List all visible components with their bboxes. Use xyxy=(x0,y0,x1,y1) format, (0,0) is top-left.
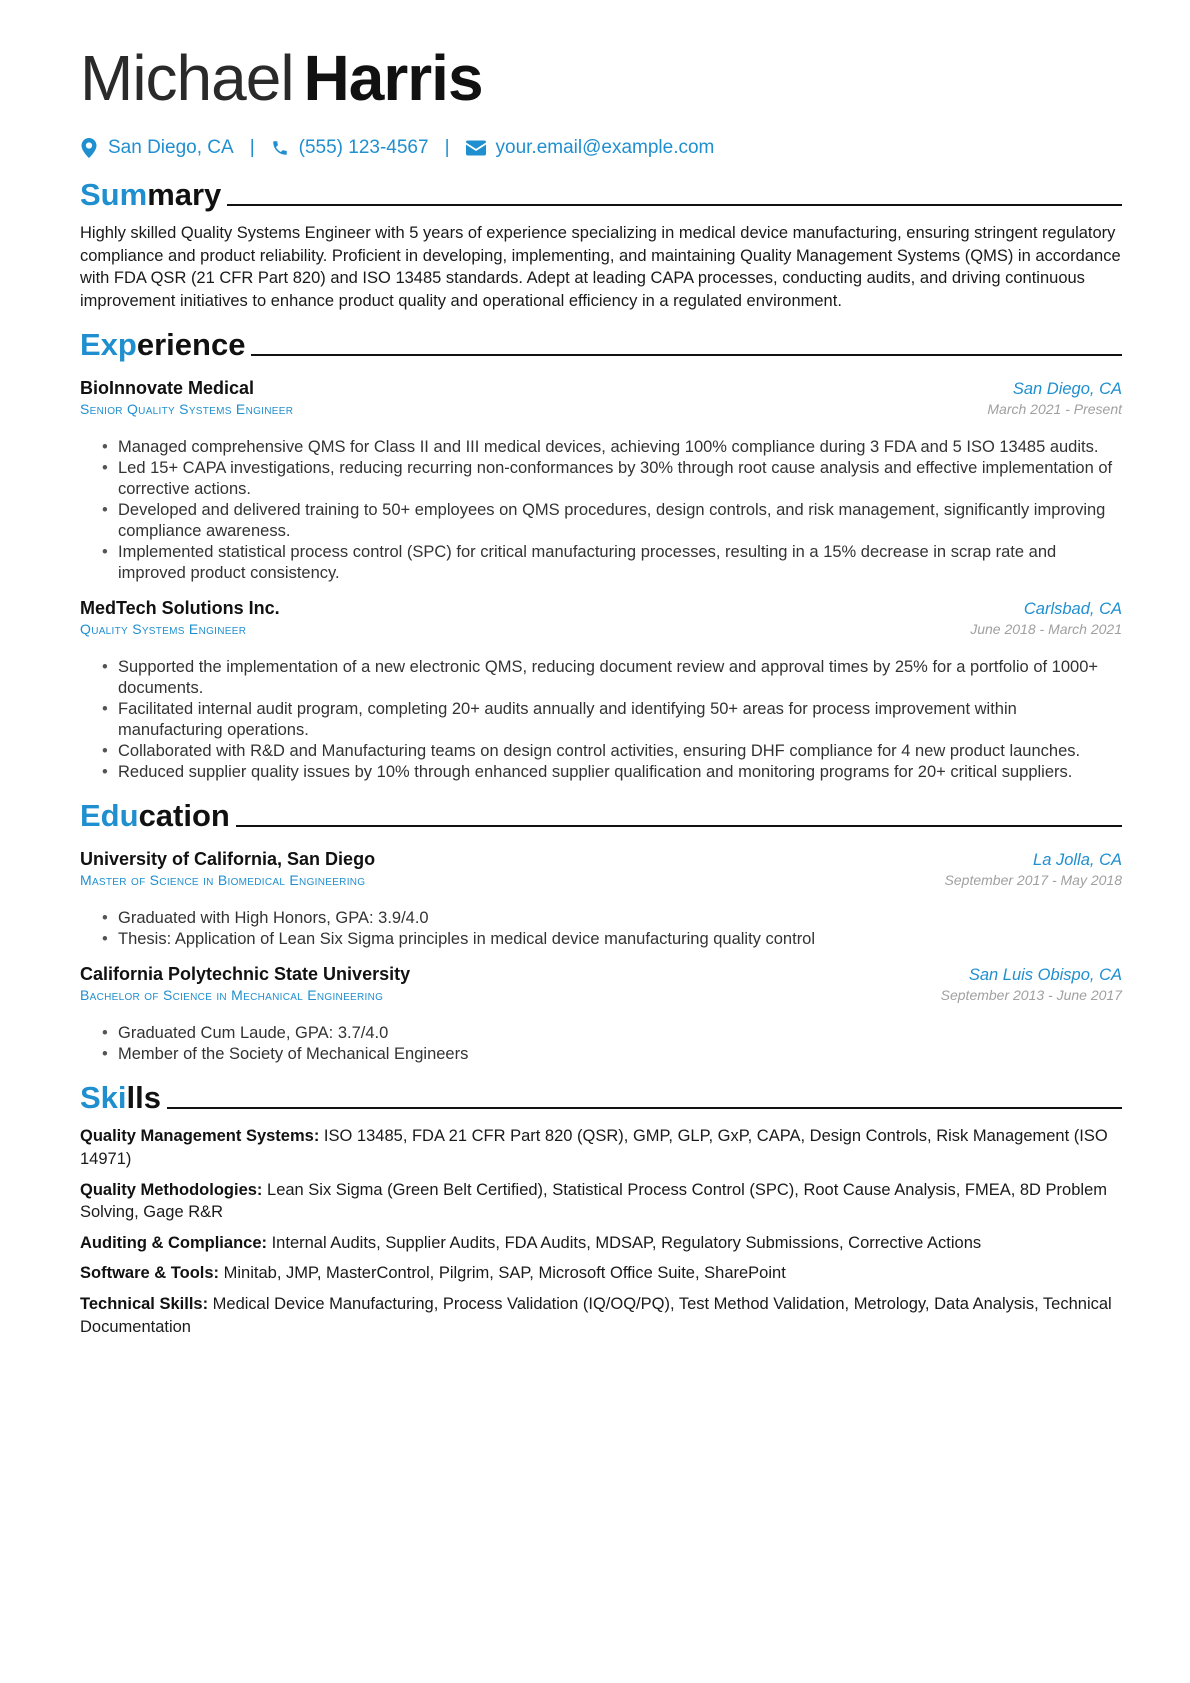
resume-page xyxy=(80,40,1122,1338)
bullet-item: • Member of the Society of Mechanical Engineers xyxy=(102,1044,1122,1065)
contact-location xyxy=(80,137,234,159)
section-title: Education xyxy=(80,798,230,834)
skill-row xyxy=(80,1232,1122,1255)
skill-label: Quality Management Systems: xyxy=(80,1127,320,1146)
bullet-item: • Supported the implementation of a new electronic QMS, reducing document review and approval times by 25% for a portfolio of 1000+ documents. xyxy=(102,657,1122,699)
section-rule xyxy=(236,825,1122,827)
job-location: Carlsbad, CA xyxy=(1023,600,1122,619)
skill-row xyxy=(80,1262,1122,1285)
section-title: Experience xyxy=(80,327,246,363)
job-title: Senior Quality Systems Engineer xyxy=(80,401,294,418)
location-text: San Diego, CA xyxy=(108,137,234,158)
summary-text: Highly skilled Quality Systems Engineer with 5 years of experience specializing in medical device manufacturing, ensuring stringent regulatory compliance and product reliability. Proficient in developing, implementing, and maintaining Quality Management Systems (QMS) in accordance with FDA QSR (21 CFR Part 820) and ISO 13485 standards. Adept at leading CAPA processes, conducting audits, and driving continuous improvement initiatives to enhance product quality and operational efficiency in a regulated environment. xyxy=(80,224,1121,310)
map-pin-icon xyxy=(80,138,98,158)
section-rule xyxy=(227,204,1122,206)
school-location: La Jolla, CA xyxy=(1033,851,1122,870)
job-bullets xyxy=(80,437,1122,584)
skill-label: Software & Tools: xyxy=(80,1264,220,1283)
school-name: University of California, San Diego xyxy=(80,849,376,870)
education-dates: September 2017 - May 2018 xyxy=(944,872,1122,889)
skill-row xyxy=(80,1125,1122,1170)
contact-separator: | xyxy=(444,137,450,158)
contact-line xyxy=(80,134,1122,162)
email-text[interactable]: your.email@example.com xyxy=(495,137,715,158)
bullet-item: • Led 15+ CAPA investigations, reducing recurring non-conformances by 30% through root cause analysis and effective implementation of corrective actions. xyxy=(102,458,1122,500)
first-name: Michael xyxy=(80,42,294,114)
company-name: MedTech Solutions Inc. xyxy=(80,598,280,619)
section-title: Summary xyxy=(80,177,222,212)
summary-heading xyxy=(80,176,1122,214)
skills-heading xyxy=(80,1079,1122,1117)
skill-label: Quality Methodologies: xyxy=(80,1180,263,1199)
job-location: San Diego, CA xyxy=(1012,380,1122,399)
job-dates: June 2018 - March 2021 xyxy=(970,621,1122,638)
job-title: Quality Systems Engineer xyxy=(80,621,247,638)
contact-email[interactable] xyxy=(466,137,715,159)
skill-value: Medical Device Manufacturing, Process Validation (IQ/OQ/PQ), Test Method Validation, Metrology, Data Analysis, Technical Documentation xyxy=(80,1294,1112,1336)
phone-text[interactable]: (555) 123-4567 xyxy=(298,137,429,158)
education-dates: September 2013 - June 2017 xyxy=(940,987,1122,1004)
bullet-item: • Graduated with High Honors, GPA: 3.9/4.0 xyxy=(102,908,1122,929)
degree-name: Master of Science in Biomedical Engineering xyxy=(80,872,366,889)
job-dates: March 2021 - Present xyxy=(987,401,1122,418)
envelope-icon xyxy=(466,140,486,156)
bullet-item: • Collaborated with R&D and Manufacturing teams on design control activities, ensuring DHF compliance for 4 new product launches. xyxy=(102,741,1122,762)
bullet-item: • Managed comprehensive QMS for Class II and III medical devices, achieving 100% compliance during 3 FDA and 5 ISO 13485 audits. xyxy=(102,437,1122,458)
skill-label: Technical Skills: xyxy=(80,1294,209,1313)
last-name: Harris xyxy=(303,42,483,114)
experience-heading xyxy=(80,326,1122,364)
skill-row xyxy=(80,1293,1122,1338)
bullet-item: • Implemented statistical process control (SPC) for critical manufacturing processes, resulting in a 15% decrease in scrap rate and improved product consistency. xyxy=(102,542,1122,584)
contact-separator: | xyxy=(249,137,255,158)
school-name: California Polytechnic State University xyxy=(80,964,411,985)
bullet-item: • Graduated Cum Laude, GPA: 3.7/4.0 xyxy=(102,1023,1122,1044)
job-bullets xyxy=(80,657,1122,783)
section-title: Skills xyxy=(80,1080,161,1116)
bullet-item: • Reduced supplier quality issues by 10% through enhanced supplier qualification and monitoring programs for 20+ critical suppliers. xyxy=(102,762,1122,783)
education-bullets xyxy=(80,908,1122,950)
skill-row xyxy=(80,1179,1122,1224)
candidate-name xyxy=(80,40,1122,116)
education-entry xyxy=(80,849,1122,950)
degree-name: Bachelor of Science in Mechanical Engineering xyxy=(80,987,384,1004)
job-entry xyxy=(80,378,1122,584)
contact-phone[interactable] xyxy=(271,137,429,159)
education-entry xyxy=(80,964,1122,1065)
skill-value: Lean Six Sigma (Green Belt Certified), Statistical Process Control (SPC), Root Cause Analysis, FMEA, 8D Problem Solving, Gage R&R xyxy=(80,1180,1107,1222)
bullet-item: • Developed and delivered training to 50+ employees on QMS procedures, design controls, and risk management, significantly improving compliance awareness. xyxy=(102,500,1122,542)
bullet-item: • Thesis: Application of Lean Six Sigma principles in medical device manufacturing quality control xyxy=(102,929,1122,950)
section-rule xyxy=(167,1107,1122,1109)
skill-value: Minitab, JMP, MasterControl, Pilgrim, SAP, Microsoft Office Suite, SharePoint xyxy=(223,1264,786,1283)
school-location: San Luis Obispo, CA xyxy=(968,966,1122,985)
education-heading xyxy=(80,797,1122,835)
skill-label: Auditing & Compliance: xyxy=(80,1233,267,1252)
education-bullets xyxy=(80,1023,1122,1065)
job-entry xyxy=(80,598,1122,783)
skill-value: Internal Audits, Supplier Audits, FDA Audits, MDSAP, Regulatory Submissions, Corrective Actions xyxy=(271,1233,982,1252)
section-rule xyxy=(251,354,1122,356)
company-name: BioInnovate Medical xyxy=(80,378,255,399)
bullet-item: • Facilitated internal audit program, completing 20+ audits annually and identifying 50+ areas for process improvement within manufacturing operations. xyxy=(102,699,1122,741)
skill-value: ISO 13485, FDA 21 CFR Part 820 (QSR), GMP, GLP, GxP, CAPA, Design Controls, Risk Management (ISO 14971) xyxy=(80,1127,1108,1168)
phone-icon xyxy=(271,138,289,158)
